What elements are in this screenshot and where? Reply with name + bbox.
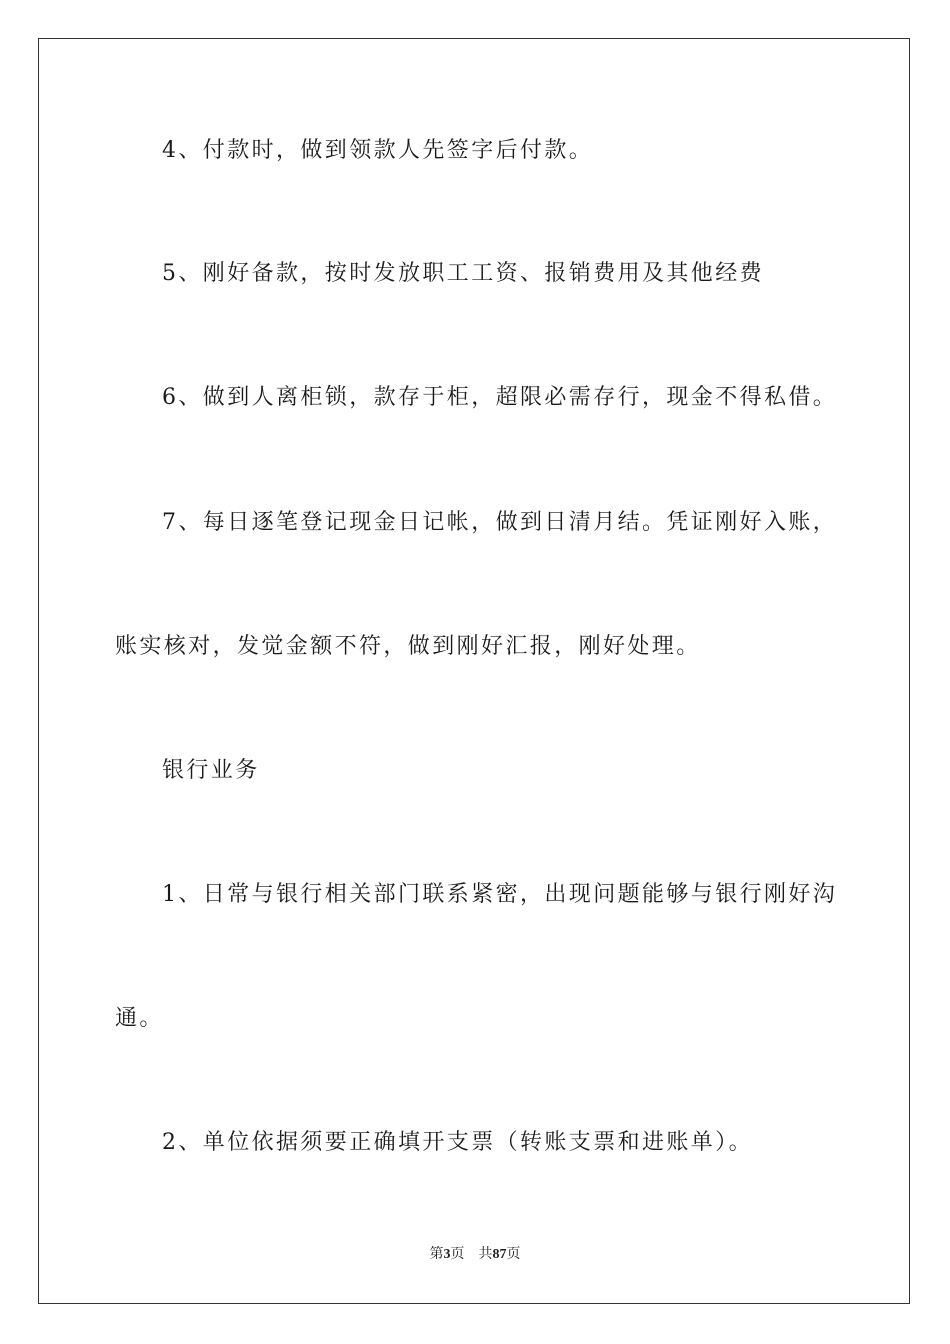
section-heading: 银行业务 bbox=[162, 758, 260, 783]
footer-total-prefix: 共 bbox=[478, 1247, 493, 1262]
page-footer bbox=[0, 1246, 950, 1264]
footer-page-number: 3 bbox=[443, 1247, 451, 1262]
paragraph-line-6: 1、日常与银行相关部门联系紧密，出现问题能够与银行刚好沟 bbox=[162, 882, 838, 907]
paragraph-line-4: 7、每日逐笔登记现金日记帐，做到日清月结。凭证刚好入账， bbox=[162, 510, 838, 535]
paragraph-line-3: 6、做到人离柜锁，款存于柜，超限必需存行，现金不得私借。 bbox=[162, 385, 838, 410]
footer-page-prefix: 第 bbox=[429, 1247, 444, 1262]
paragraph-line-8: 2、单位依据须要正确填开支票（转账支票和进账单）。 bbox=[162, 1130, 753, 1155]
paragraph-line-7: 通。 bbox=[115, 1006, 164, 1031]
footer-total-suffix: 页 bbox=[506, 1247, 521, 1262]
footer-total-pages: 87 bbox=[492, 1247, 507, 1262]
page-border bbox=[38, 38, 910, 1304]
paragraph-line-2: 5、刚好备款，按时发放职工工资、报销费用及其他经费 bbox=[162, 261, 764, 286]
paragraph-line-1: 4、付款时，做到领款人先签字后付款。 bbox=[162, 138, 594, 163]
footer-page-suffix: 页 bbox=[450, 1247, 465, 1262]
paragraph-line-5: 账实核对，发觉金额不符，做到刚好汇报，刚好处理。 bbox=[115, 634, 701, 659]
